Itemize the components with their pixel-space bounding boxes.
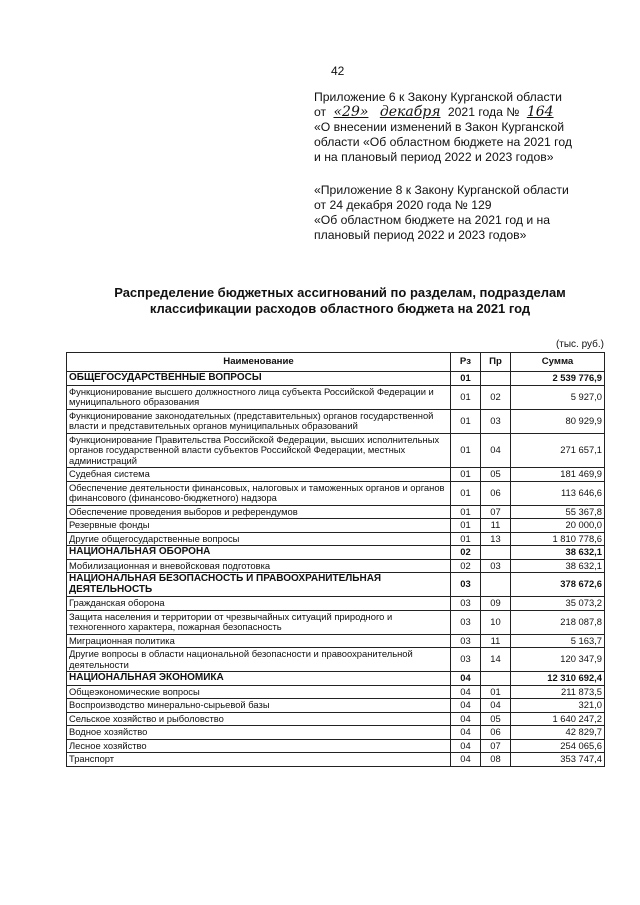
- row-sum: 38 632,1: [511, 559, 605, 573]
- row-name: Мобилизационная и вневойсковая подготовка: [67, 559, 451, 573]
- row-pr: 11: [481, 519, 511, 533]
- page-number: 42: [331, 64, 345, 78]
- row-pr: 04: [481, 699, 511, 713]
- row-pr: 02: [481, 385, 511, 409]
- row-rz: 04: [451, 699, 481, 713]
- table-row: [67, 699, 605, 713]
- row-rz: 04: [451, 739, 481, 753]
- row-name: Водное хозяйство: [67, 726, 451, 740]
- row-sum: 42 829,7: [511, 726, 605, 740]
- row-sum: 113 646,6: [511, 481, 605, 505]
- row-sum: 12 310 692,4: [511, 672, 605, 686]
- appendix-line-5: и на плановый период 2022 и 2023 годов»: [314, 150, 554, 164]
- table-body: [67, 372, 605, 767]
- row-pr: 05: [481, 712, 511, 726]
- row-sum: 378 672,6: [511, 573, 605, 597]
- row-name: Другие общегосударственные вопросы: [67, 532, 451, 546]
- row-name: Обеспечение проведения выборов и референдумов: [67, 505, 451, 519]
- table-row: [67, 739, 605, 753]
- table-row: [67, 597, 605, 611]
- table-row: [67, 685, 605, 699]
- row-sum: 181 469,9: [511, 468, 605, 482]
- table-row: [67, 672, 605, 686]
- row-pr: 07: [481, 505, 511, 519]
- row-sum: 5 163,7: [511, 634, 605, 648]
- table-row: [67, 634, 605, 648]
- handwritten-law-number: 164: [526, 104, 554, 120]
- row-pr: 03: [481, 559, 511, 573]
- row-sum: 120 347,9: [511, 648, 605, 672]
- row-name: Резервные фонды: [67, 519, 451, 533]
- row-rz: 04: [451, 712, 481, 726]
- table-header-row: [67, 353, 605, 372]
- row-sum: 271 657,1: [511, 433, 605, 468]
- appendix2-line-2: от 24 декабря 2020 года № 129: [314, 198, 492, 212]
- date-prefix: от: [314, 105, 327, 119]
- row-pr: 13: [481, 532, 511, 546]
- table-row: [67, 505, 605, 519]
- row-pr: 06: [481, 726, 511, 740]
- row-name: Функционирование высшего должностного лица субъекта Российской Федерации и муниципального образования: [67, 385, 451, 409]
- row-rz: 01: [451, 519, 481, 533]
- row-name: Миграционная политика: [67, 634, 451, 648]
- row-pr: [481, 573, 511, 597]
- row-sum: 321,0: [511, 699, 605, 713]
- header-name: Наименование: [67, 353, 451, 372]
- row-name: Судебная система: [67, 468, 451, 482]
- row-pr: 05: [481, 468, 511, 482]
- row-rz: 01: [451, 409, 481, 433]
- row-pr: 08: [481, 753, 511, 767]
- header-rz: Рз: [451, 353, 481, 372]
- appendix-line-2: [314, 105, 614, 120]
- row-rz: 01: [451, 505, 481, 519]
- row-pr: 01: [481, 685, 511, 699]
- row-name: Сельское хозяйство и рыболовство: [67, 712, 451, 726]
- row-sum: 2 539 776,9: [511, 372, 605, 386]
- appendix-line-1: Приложение 6 к Закону Курганской области: [314, 90, 562, 104]
- row-pr: [481, 372, 511, 386]
- row-rz: 04: [451, 685, 481, 699]
- row-name: Общеэкономические вопросы: [67, 685, 451, 699]
- row-pr: 10: [481, 610, 511, 634]
- table-row: [67, 433, 605, 468]
- row-sum: 353 747,4: [511, 753, 605, 767]
- row-rz: 01: [451, 532, 481, 546]
- row-rz: 04: [451, 753, 481, 767]
- budget-table: [66, 352, 605, 767]
- row-sum: 218 087,8: [511, 610, 605, 634]
- table-row: [67, 610, 605, 634]
- row-rz: 04: [451, 672, 481, 686]
- row-rz: 01: [451, 468, 481, 482]
- row-pr: 11: [481, 634, 511, 648]
- row-name: ОБЩЕГОСУДАРСТВЕННЫЕ ВОПРОСЫ: [67, 372, 451, 386]
- row-rz: 01: [451, 385, 481, 409]
- row-name: Защита населения и территории от чрезвычайных ситуаций природного и техногенного характера, пожарная безопасность: [67, 610, 451, 634]
- row-name: Воспроизводство минерально-сырьевой базы: [67, 699, 451, 713]
- row-rz: 04: [451, 726, 481, 740]
- row-rz: 03: [451, 573, 481, 597]
- row-sum: 1 640 247,2: [511, 712, 605, 726]
- header-sum: Сумма: [511, 353, 605, 372]
- table-row: [67, 519, 605, 533]
- appendix-line-4: области «Об областном бюджете на 2021 год: [314, 135, 572, 149]
- row-rz: 02: [451, 546, 481, 560]
- row-rz: 01: [451, 433, 481, 468]
- appendix2-line-3: «Об областном бюджете на 2021 год и на: [314, 213, 551, 227]
- appendix2-line-1: «Приложение 8 к Закону Курганской области: [314, 183, 569, 197]
- title-line-1: Распределение бюджетных ассигнований по разделам, подразделам: [114, 285, 566, 300]
- row-name: Транспорт: [67, 753, 451, 767]
- row-sum: 5 927,0: [511, 385, 605, 409]
- row-rz: 01: [451, 481, 481, 505]
- table-row: [67, 385, 605, 409]
- row-pr: 09: [481, 597, 511, 611]
- row-name: НАЦИОНАЛЬНАЯ БЕЗОПАСНОСТЬ И ПРАВООХРАНИТЕЛЬНАЯ ДЕЯТЕЛЬНОСТЬ: [67, 573, 451, 597]
- handwritten-month: декабря: [379, 104, 441, 120]
- row-pr: [481, 546, 511, 560]
- row-rz: 01: [451, 372, 481, 386]
- table-row: [67, 546, 605, 560]
- table-row: [67, 559, 605, 573]
- row-pr: [481, 672, 511, 686]
- row-rz: 03: [451, 610, 481, 634]
- appendix2-line-4: плановый период 2022 и 2023 годов»: [314, 228, 527, 242]
- row-name: Другие вопросы в области национальной безопасности и правоохранительной деятельности: [67, 648, 451, 672]
- row-sum: 55 367,8: [511, 505, 605, 519]
- row-pr: 14: [481, 648, 511, 672]
- row-rz: 03: [451, 648, 481, 672]
- row-name: Гражданская оборона: [67, 597, 451, 611]
- row-name: Функционирование Правительства Российской Федерации, высших исполнительных органов государственной власти субъектов Российской Федерации, местных администраций: [67, 433, 451, 468]
- table-row: [67, 726, 605, 740]
- row-name: Функционирование законодательных (представительных) органов государственной власти и представительных органов муниципальных образований: [67, 409, 451, 433]
- units-label: (тыс. руб.): [555, 339, 604, 350]
- table-row: [67, 712, 605, 726]
- row-rz: 03: [451, 634, 481, 648]
- table-row: [67, 532, 605, 546]
- row-sum: 80 929,9: [511, 409, 605, 433]
- row-sum: 38 632,1: [511, 546, 605, 560]
- appendix-line-3: «О внесении изменений в Закон Курганской: [314, 120, 565, 134]
- row-pr: 03: [481, 409, 511, 433]
- document-title: [60, 285, 620, 317]
- handwritten-day: «29»: [333, 104, 369, 120]
- row-pr: 06: [481, 481, 511, 505]
- title-line-2: классификации расходов областного бюджета на 2021 год: [149, 301, 531, 316]
- table-row: [67, 753, 605, 767]
- row-rz: 03: [451, 597, 481, 611]
- row-pr: 07: [481, 739, 511, 753]
- table-row: [67, 481, 605, 505]
- header-pr: Пр: [481, 353, 511, 372]
- table-row: [67, 372, 605, 386]
- date-year-label: 2021 года №: [447, 105, 520, 119]
- row-name: Обеспечение деятельности финансовых, налоговых и таможенных органов и органов финансового (финансово-бюджетного) надзора: [67, 481, 451, 505]
- row-name: Лесное хозяйство: [67, 739, 451, 753]
- table-row: [67, 468, 605, 482]
- row-name: НАЦИОНАЛЬНАЯ ОБОРОНА: [67, 546, 451, 560]
- table-row: [67, 409, 605, 433]
- row-sum: 254 065,6: [511, 739, 605, 753]
- row-name: НАЦИОНАЛЬНАЯ ЭКОНОМИКА: [67, 672, 451, 686]
- row-sum: 20 000,0: [511, 519, 605, 533]
- appendix-header: [314, 90, 614, 165]
- table-row: [67, 648, 605, 672]
- appendix-quote: [314, 183, 614, 243]
- row-pr: 04: [481, 433, 511, 468]
- row-rz: 02: [451, 559, 481, 573]
- row-sum: 211 873,5: [511, 685, 605, 699]
- table-row: [67, 573, 605, 597]
- row-sum: 35 073,2: [511, 597, 605, 611]
- row-sum: 1 810 778,6: [511, 532, 605, 546]
